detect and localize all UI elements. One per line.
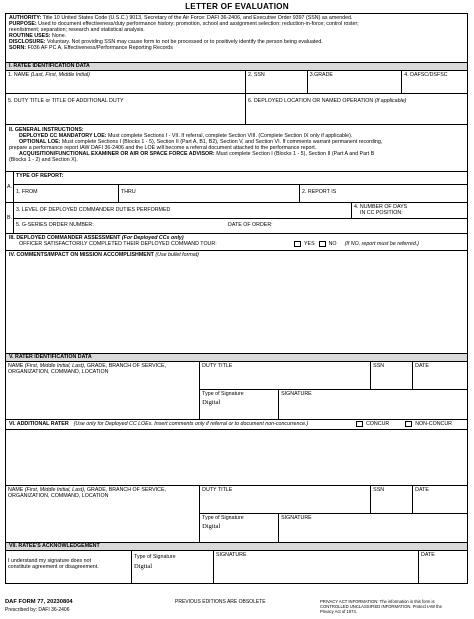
from-field[interactable]: 1. FROM bbox=[14, 185, 119, 202]
purpose-text-2: reenlistment; separation; research and statistical analysis. bbox=[9, 27, 145, 34]
ratee-grade-field[interactable]: 3.GRADE bbox=[308, 71, 403, 93]
section-4[interactable]: IV. COMMENTS/IMPACT ON MISSION ACCOMPLISHMENT (Use bullet format) bbox=[6, 251, 467, 354]
ratee-signature-field[interactable]: SIGNATURE bbox=[214, 551, 419, 583]
rater-name-field[interactable]: NAME (First, Middle Initial, Last), GRADE, BRANCH OF SERVICE, ORGANIZATION, COMMAND, LOCATION bbox=[6, 362, 200, 419]
sorn-text: F036 AF PC A, Effectiveness/Performance Reporting Records bbox=[27, 45, 173, 52]
privacy-block bbox=[6, 14, 467, 63]
rater-sig-type-field[interactable]: Type of Signature Digital bbox=[200, 390, 279, 419]
report-is-field[interactable]: 2. REPORT IS bbox=[302, 189, 337, 195]
rater-date-field[interactable]: DATE bbox=[415, 363, 429, 369]
rater-ssn-field[interactable]: SSN bbox=[371, 362, 413, 389]
days-in-cc-field[interactable]: 4. NUMBER OF DAYS IN CC POSITION: bbox=[354, 204, 408, 217]
ratee-row-1 bbox=[6, 71, 467, 94]
part-a bbox=[6, 172, 467, 203]
previous-editions: PREVIOUS EDITIONS ARE OBSOLETE bbox=[175, 599, 266, 605]
addl-rater-date-field[interactable]: DATE bbox=[415, 487, 429, 493]
addl-rater-sig-type-value: Digital bbox=[202, 523, 221, 531]
addl-rater-signature-field[interactable]: SIGNATURE bbox=[281, 515, 312, 521]
general-instructions: II. GENERAL INSTRUCTIONS: DEPLOYED CC MANDATORY LOE: Must complete Sections I - VII. If referral, complete Section VIII. (Complete Section IX only if applicable). OPTIONAL LOE: Must complete Sections I (Blocks 1 - 5), Section II (Part A, B1, B2), Section V, and Section VI. If comments warrant permanent recording, prepare a performance report IAW DAFI 36-2406 and the LOE will become a referral document attached to the performance report. ACQUISITION/FUNCTIONAL EXAMINER OR AIR OR SPACE FORCE ADVISOR: Must complete Section I (Blocks 1 - 5), Section II (Part A and Part B (Blocks 1 - 2) and Section X). bbox=[6, 125, 467, 172]
deployed-location-field[interactable]: 6. DEPLOYED LOCATION OR NAMED OPERATION (If applicable) bbox=[247, 98, 407, 104]
no-hint: (If NO, report must be referred.) bbox=[344, 241, 420, 248]
section-5-header: V. RATER IDENTIFICATION DATA bbox=[6, 354, 467, 362]
duty-title-field[interactable]: 5. DUTY TITLE or TITLE OF ADDITIONAL DUTY bbox=[6, 94, 246, 124]
addl-rater-sig-type-field[interactable]: Type of Signature Digital bbox=[200, 514, 279, 542]
ratee-name-field[interactable]: 1. NAME (Last, First, Middle Initial) bbox=[6, 71, 246, 93]
section-7-header: VII. RATEE'S ACKNOWLEDGEMENT bbox=[6, 543, 467, 551]
g-series-field[interactable]: 5. G-SERIES ORDER NUMBER: bbox=[16, 222, 94, 228]
section-3-header: III. DEPLOYED COMMANDER ASSESSMENT bbox=[9, 235, 121, 241]
ratee-ssn-field[interactable]: 2. SSN bbox=[246, 71, 308, 93]
authority-label: AUTHORITY: bbox=[9, 15, 42, 21]
date-of-order-field[interactable]: DATE OF ORDER: bbox=[228, 222, 273, 228]
privacy-notice-2: CONTROLLED UNCLASSIFIED INFORMATION. Protect IAW the bbox=[320, 604, 442, 609]
section-6-header: VI. ADDITIONAL RATER bbox=[9, 421, 69, 428]
purpose-text: Used to document effectiveness/duty performance history; promotion, school and assignment selection; reduction-in-force; control roster; bbox=[38, 21, 359, 28]
part-b bbox=[6, 203, 467, 234]
concur-label: CONCUR bbox=[365, 421, 390, 428]
form-id: DAF FORM 77, 20230804 bbox=[5, 599, 73, 605]
routine-label: ROUTINE USES: bbox=[9, 33, 51, 40]
purpose-label: PURPOSE: bbox=[9, 21, 37, 28]
section-4-header: IV. COMMENTS/IMPACT ON MISSION ACCOMPLISHMENT bbox=[9, 252, 154, 258]
ratee-dafsc-field[interactable]: 4. DAFSC/DSFSC bbox=[404, 72, 448, 78]
part-b-letter: B. bbox=[6, 203, 14, 233]
type-of-report-label: TYPE OF REPORT: bbox=[14, 172, 467, 185]
section-2-header: II. GENERAL INSTRUCTIONS: bbox=[9, 127, 84, 133]
yes-label: YES bbox=[304, 241, 315, 248]
cc-level-field[interactable]: 3. LEVEL OF DEPLOYED COMMANDER DUTIES PERFORMED bbox=[14, 203, 352, 218]
addl-rater-name-field[interactable]: NAME (First, Middle Initial, Last), GRADE, BRANCH OF SERVICE, ORGANIZATION, COMMAND, LOCATION bbox=[6, 486, 200, 542]
section-3: III. DEPLOYED COMMANDER ASSESSMENT (For Deployed CCs only) OFFICER SATISFACTORILY COMPLETED THEIR DEPLOYED COMMAND TOUR: YES NO (If NO, report must be referred.) bbox=[6, 234, 467, 251]
routine-text: None. bbox=[51, 33, 67, 40]
yes-checkbox[interactable] bbox=[294, 241, 301, 247]
section-1-header: I. RATEE IDENTIFICATION DATA bbox=[6, 63, 467, 71]
concur-checkbox[interactable] bbox=[356, 421, 363, 427]
additional-rater-comments[interactable] bbox=[6, 430, 467, 486]
ratee-sig-type-field[interactable]: Type of Signature Digital bbox=[132, 551, 214, 583]
prescribed-by: Prescribed by: DAFI 36-2406 bbox=[5, 607, 70, 613]
thru-field[interactable]: THRU bbox=[119, 185, 300, 202]
ratee-row-2 bbox=[6, 94, 467, 125]
ratee-date-field[interactable]: DATE bbox=[421, 552, 435, 558]
privacy-notice-1: PRIVACY ACT INFORMATION: The information in this form is bbox=[320, 599, 435, 604]
authority-text: Title 10 United States Code (U.S.C.) 9013, Secretary of the Air Force: DAFI 36-2406, and Executive Order 9397 (SSN) as amended. bbox=[42, 15, 353, 21]
part-a-letter: A. bbox=[6, 172, 14, 202]
addl-rater-duty-title-field[interactable]: DUTY TITLE bbox=[200, 486, 371, 513]
ratee-ack-block bbox=[6, 551, 467, 583]
no-label: NO bbox=[328, 241, 337, 248]
disclosure-label: DISCLOSURE: bbox=[9, 39, 46, 46]
rater-block bbox=[6, 362, 467, 420]
ratee-sig-type-value: Digital bbox=[134, 563, 153, 571]
section-6-header-row: VI. ADDITIONAL RATER (Use only for Deployed CC LOEs. Insert comments only if referral or to document non-concurrence.) CONCUR NON-CONCUR bbox=[6, 420, 467, 430]
rater-duty-title-field[interactable]: DUTY TITLE bbox=[200, 362, 371, 389]
no-checkbox[interactable] bbox=[319, 241, 326, 247]
privacy-notice-3: Privacy Act of 1974. bbox=[320, 609, 358, 614]
tour-question: OFFICER SATISFACTORILY COMPLETED THEIR DEPLOYED COMMAND TOUR: bbox=[19, 241, 217, 248]
disclosure-text: Voluntary. Not providing SSN may cause form to not be processed or to positively identify the person being evaluated. bbox=[46, 39, 323, 46]
ack-statement: I understand my signature does not constitute agreement or disagreement. bbox=[6, 551, 132, 583]
sorn-label: SORN: bbox=[9, 45, 27, 52]
addl-rater-ssn-field[interactable]: SSN bbox=[371, 486, 413, 513]
form-title: LETTER OF EVALUATION bbox=[185, 2, 289, 11]
form-footer bbox=[5, 599, 468, 619]
additional-rater-block bbox=[6, 486, 467, 543]
rater-signature-field[interactable]: SIGNATURE bbox=[281, 391, 312, 397]
nonconcur-checkbox[interactable] bbox=[405, 421, 412, 427]
rater-sig-type-value: Digital bbox=[202, 399, 221, 407]
nonconcur-label: NON-CONCUR bbox=[415, 421, 452, 428]
form-body bbox=[5, 13, 468, 584]
